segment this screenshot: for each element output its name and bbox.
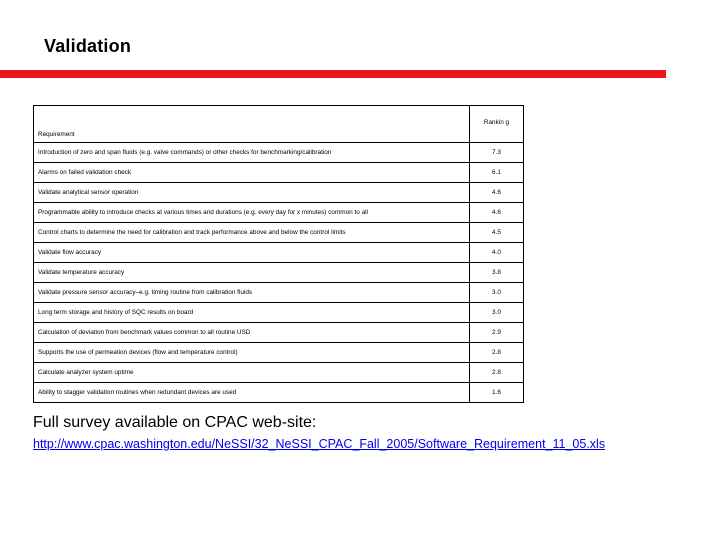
slide-title: Validation [44, 36, 132, 56]
ranking-cell: 3.8 [470, 263, 524, 283]
requirement-cell: Calculation of deviation from benchmark values common to all routine USD [34, 323, 470, 343]
requirement-cell: Validate temperature accuracy [34, 263, 470, 283]
requirements-table [33, 105, 524, 403]
table-row [34, 223, 524, 243]
table-header-row [34, 106, 524, 143]
ranking-cell: 4.6 [470, 183, 524, 203]
table-row [34, 183, 524, 203]
ranking-cell: 2.8 [470, 363, 524, 383]
requirement-cell: Ability to stagger validation routines when redundant devices are used [34, 383, 470, 403]
table-row [34, 363, 524, 383]
table-row [34, 203, 524, 223]
ranking-cell: 2.9 [470, 323, 524, 343]
table-row [34, 243, 524, 263]
table-row [34, 303, 524, 323]
table-row [34, 263, 524, 283]
requirement-cell: Long term storage and history of SQC results on board [34, 303, 470, 323]
ranking-cell: 4.5 [470, 223, 524, 243]
requirement-cell: Control charts to determine the need for calibration and track performance above and below the control limits [34, 223, 470, 243]
ranking-cell: 7.3 [470, 143, 524, 163]
ranking-cell: 3.0 [470, 303, 524, 323]
survey-link[interactable]: http://www.cpac.washington.edu/NeSSI/32_NeSSI_CPAC_Fall_2005/Software_Requirement_11_05.xls [33, 437, 606, 451]
title-divider [0, 70, 666, 78]
requirement-cell: Programmable ability to introduce checks at various times and durations (e.g. every day for x minutes) common to all [34, 203, 470, 223]
header-ranking: Rankin g [470, 106, 524, 143]
ranking-cell: 4.0 [470, 243, 524, 263]
requirement-cell: Alarms on failed validation check [34, 163, 470, 183]
survey-note: Full survey available on CPAC web-site: [33, 414, 317, 431]
table-row [34, 143, 524, 163]
requirement-cell: Validate analytical sensor operation [34, 183, 470, 203]
ranking-cell: 3.0 [470, 283, 524, 303]
ranking-cell: 4.6 [470, 203, 524, 223]
requirement-cell: Supports the use of permeation devices (flow and temperature control) [34, 343, 470, 363]
table-row [34, 343, 524, 363]
ranking-cell: 1.6 [470, 383, 524, 403]
table-row [34, 163, 524, 183]
table-row [34, 383, 524, 403]
requirement-cell: Validate flow accuracy [34, 243, 470, 263]
ranking-cell: 6.1 [470, 163, 524, 183]
table-row [34, 283, 524, 303]
requirement-cell: Validate pressure sensor accuracy–e.g. timing routine from calibration fluids [34, 283, 470, 303]
table-row [34, 323, 524, 343]
requirement-cell: Calculate analyzer system uptime [34, 363, 470, 383]
header-requirement: Requirement [34, 106, 470, 143]
ranking-cell: 2.8 [470, 343, 524, 363]
requirement-cell: Introduction of zero and span fluids (e.g. valve commands) or other checks for benchmarking/calibration [34, 143, 470, 163]
